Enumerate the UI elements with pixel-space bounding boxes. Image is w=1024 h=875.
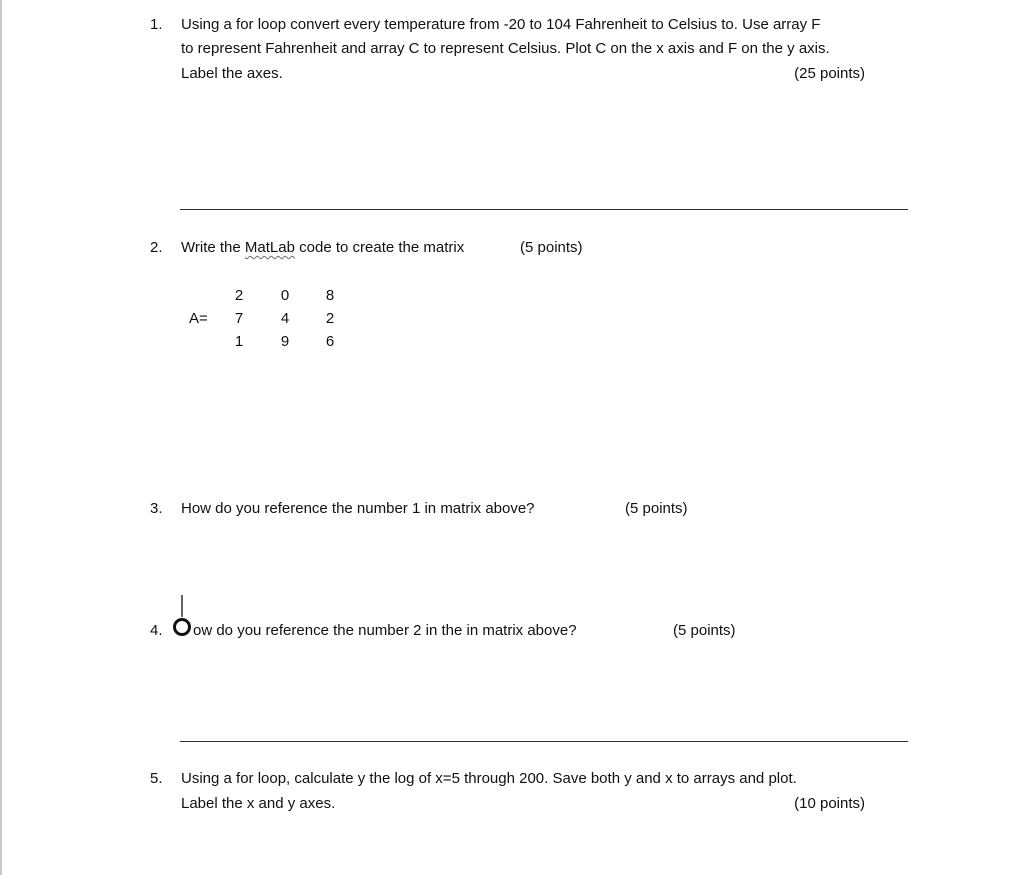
points-label: (5 points) (520, 239, 583, 256)
matrix-label: A= (189, 310, 208, 327)
spellcheck-word: MatLab (244, 239, 295, 256)
divider (180, 741, 908, 742)
matrix-cell: 6 (325, 333, 335, 350)
question-text-line: Label the x and y axes. (181, 795, 336, 812)
points-label: (5 points) (673, 622, 736, 639)
question-text-line: Label the axes. (181, 65, 283, 82)
question-text-line: Using a for loop convert every temperature from -20 to 104 Fahrenheit to Celsius to. Use array F (181, 16, 821, 33)
question-number: 1. (150, 16, 163, 33)
matrix-cell: 4 (280, 310, 290, 327)
question-number: 2. (150, 239, 163, 256)
question-text-line: Using a for loop, calculate y the log of x=5 through 200. Save both y and x to arrays and plot. (181, 770, 797, 787)
matrix-cell: 2 (234, 287, 244, 304)
points-label: (10 points) (794, 795, 865, 812)
matrix-cell: 0 (280, 287, 290, 304)
matrix-cell: 8 (325, 287, 335, 304)
text-part: Write the (181, 239, 245, 256)
question-text: How do you reference the number 1 in matrix above? (181, 500, 535, 517)
page-edge (0, 0, 2, 875)
question-text (181, 239, 464, 257)
matrix-cell: 9 (280, 333, 290, 350)
text-part: code to create the matrix (294, 239, 465, 256)
question-text-line: to represent Fahrenheit and array C to represent Celsius. Plot C on the x axis and F on the y axis. (181, 40, 830, 57)
matrix-cell: 2 (325, 310, 335, 327)
mouse-cursor-icon (172, 595, 192, 639)
matrix-cell: 1 (234, 333, 244, 350)
question-text: ow do you reference the number 2 in the in matrix above? (193, 622, 577, 639)
points-label: (25 points) (794, 65, 865, 82)
question-number: 3. (150, 500, 163, 517)
divider (180, 209, 908, 210)
points-label: (5 points) (625, 500, 688, 517)
question-number: 4. (150, 622, 163, 639)
matrix-cell: 7 (234, 310, 244, 327)
question-number: 5. (150, 770, 163, 787)
